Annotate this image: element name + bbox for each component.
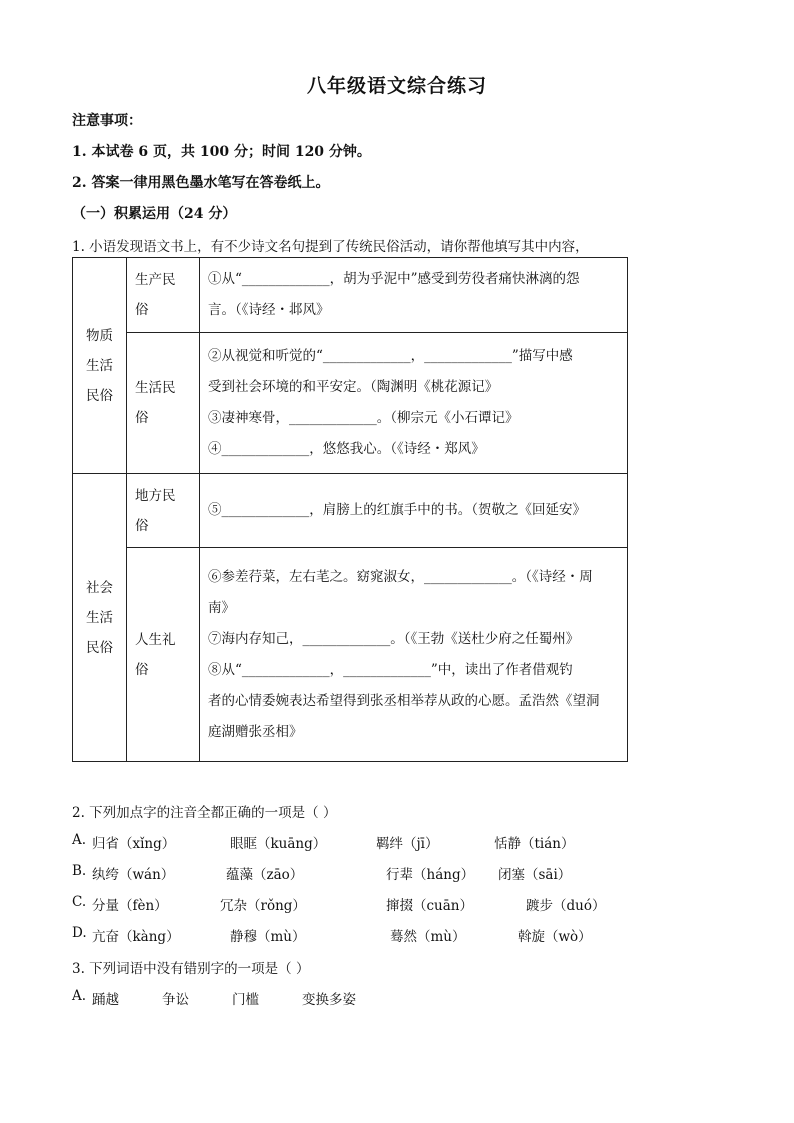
option-item: 行辈（háng） bbox=[386, 867, 475, 883]
notice-heading: 注意事项： bbox=[72, 113, 142, 129]
sub-local: 地方民 俗 bbox=[127, 474, 200, 548]
option-letter[interactable]: B. bbox=[72, 863, 87, 879]
option-item: 冗杂（rǒng） bbox=[220, 898, 306, 914]
option-letter[interactable]: A. bbox=[72, 832, 87, 848]
option-item: 亢奋（kàng） bbox=[92, 929, 180, 945]
option-letter[interactable]: D. bbox=[72, 925, 87, 941]
page-title: 八年级语文综合练习 bbox=[306, 75, 487, 97]
sub-production: 生产民 俗 bbox=[127, 258, 200, 333]
sub-living: 生活民 俗 bbox=[127, 333, 200, 474]
option-item: 踱步（duó） bbox=[526, 898, 606, 914]
blank-fill-cell[interactable]: ⑥参差荇菜，左右芼之。窈窕淑女，_____________。（《诗经・周 南》 ⑦海内存知己，_____________。（《王勃《送杜少府之任蜀州》 ⑧从“_____________，_____________”中，读出了作者借观钓 者的心情委婉表达希望得到张丞相举荐从政的心愿。孟浩然《望洞 庭湖赠张丞相》 bbox=[200, 548, 628, 762]
folk-custom-table bbox=[72, 257, 628, 762]
sub-life-ritual: 人生礼 俗 bbox=[127, 548, 200, 762]
option-item: 蕴藻（zāo） bbox=[226, 867, 304, 883]
category-material: 物质 生活 民俗 bbox=[73, 258, 127, 474]
category-social: 社会 生活 民俗 bbox=[73, 474, 127, 762]
option-item: 分量（fèn） bbox=[92, 898, 168, 914]
question-2-prompt: 2. 下列加点字的注音全都正确的一项是（ ） bbox=[72, 805, 337, 821]
option-item: 归省（xǐng） bbox=[92, 836, 176, 852]
option-letter[interactable]: A. bbox=[72, 988, 87, 1004]
option-item: 踊越 bbox=[92, 992, 119, 1008]
option-letter[interactable]: C. bbox=[72, 894, 87, 910]
option-item: 门槛 bbox=[232, 992, 259, 1008]
question-1-prompt: 1. 小语发现语文书上，有不少诗文名句提到了传统民俗活动，请你帮他填写其中内容， bbox=[72, 239, 589, 255]
option-item: 眼眶（kuāng） bbox=[230, 836, 327, 852]
option-item: 争讼 bbox=[162, 992, 189, 1008]
question-3-prompt: 3. 下列词语中没有错别字的一项是（ ） bbox=[72, 961, 310, 977]
option-item: 纨绔（wán） bbox=[92, 867, 175, 883]
blank-fill-cell[interactable]: ①从“_____________，胡为乎泥中”感受到劳役者痛快淋漓的怨 言。（《诗经・邶风》 bbox=[200, 258, 628, 333]
notice-item-1: 1. 本试卷 6 页，共 100 分；时间 120 分钟。 bbox=[72, 144, 371, 160]
option-item: 闭塞（sāi） bbox=[498, 867, 572, 883]
option-item: 静穆（mù） bbox=[230, 929, 306, 945]
option-item: 撺掇（cuān） bbox=[386, 898, 473, 914]
option-item: 变换多姿 bbox=[302, 992, 356, 1008]
section-heading: （一）积累运用（24 分） bbox=[72, 206, 237, 222]
notice-item-2: 2. 答案一律用黑色墨水笔写在答卷纸上。 bbox=[72, 175, 330, 191]
blank-fill-cell[interactable]: ②从视觉和听觉的“_____________，_____________”描写中感 受到社会环境的和平安定。（陶渊明《桃花源记》 ③凄神寒骨，_____________。（柳宗元《小石谭记》 ④_____________，悠悠我心。（《诗经・郑风》 bbox=[200, 333, 628, 474]
option-item: 蓦然（mù） bbox=[390, 929, 466, 945]
option-item: 斡旋（wò） bbox=[518, 929, 592, 945]
option-item: 恬静（tián） bbox=[494, 836, 575, 852]
option-item: 羁绊（jī） bbox=[376, 836, 439, 852]
blank-fill-cell[interactable]: ⑤_____________，肩膀上的红旗手中的书。（贺敬之《回延安》 bbox=[200, 474, 628, 548]
